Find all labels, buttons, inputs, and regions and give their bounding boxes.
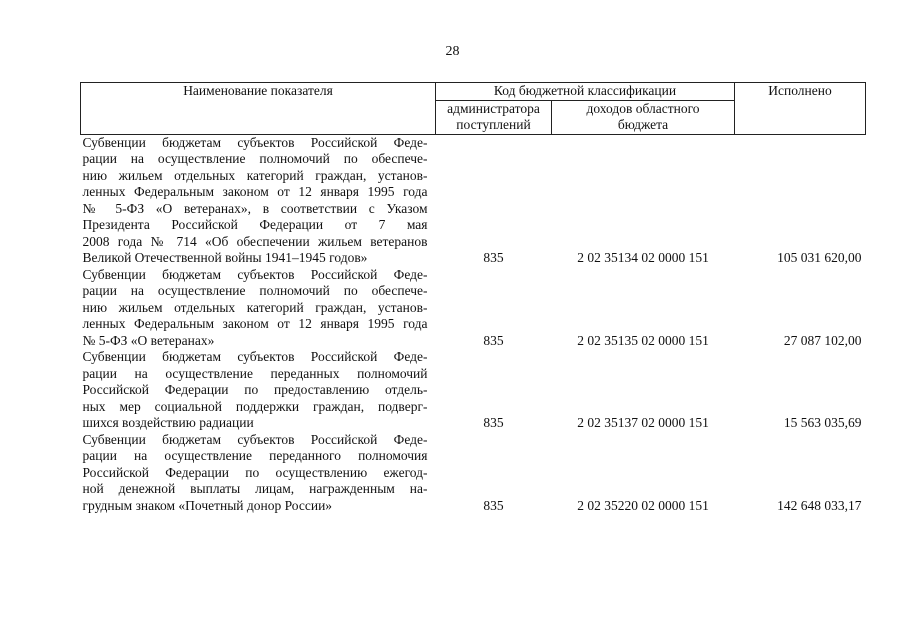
indicator-name-line: Президента Российской Федерации от 7 мая: [82, 217, 428, 232]
indicator-name-line: Субвенции бюджетам субъектов Российской Феде-: [82, 349, 428, 364]
administrator-code-cell: 835: [483, 250, 504, 265]
indicator-name-line: Субвенции бюджетам субъектов Российской Феде-: [82, 134, 428, 150]
administrator-code-cell: 835: [483, 497, 504, 513]
administrator-code-cell: 835: [483, 415, 504, 430]
indicator-name-line: нию жильем отдельных категорий граждан, установ-: [82, 167, 428, 183]
executed-amount-cell: 15 563 035,69: [783, 415, 862, 430]
header-code-group: Код бюджетной классификации: [436, 83, 735, 101]
table-body: [81, 134, 866, 514]
indicator-name-line: № 5-ФЗ «О ветеранах», в соответствии с Указом: [82, 200, 428, 216]
indicator-name-cell: [81, 267, 436, 350]
indicator-name-line: рации на осуществление переданного полномочия: [82, 448, 428, 463]
indicator-name-line: шихся воздействию радиации: [82, 415, 254, 430]
indicator-name-line: рации на осуществление полномочий по обеспече-: [82, 283, 428, 298]
table-header: [81, 83, 866, 135]
header-administrator-line: поступлений: [456, 117, 531, 132]
indicator-name-line: нию жильем отдельных категорий граждан, установ-: [82, 299, 428, 315]
table-row: [81, 349, 866, 432]
income-code-cell: 2 02 35134 02 0000 151: [577, 250, 709, 265]
indicator-name-line: Российской Федерации по предоставлению отдель-: [82, 382, 428, 397]
indicator-name-line: Российской Федерации по осуществлению ежегод-: [82, 464, 428, 480]
header-income-line: бюджета: [617, 117, 669, 132]
executed-amount-cell: 105 031 620,00: [777, 250, 862, 265]
header-executed: Исполнено: [735, 83, 866, 135]
header-administrator-line: администратора: [447, 100, 540, 116]
indicator-name-cell: [81, 134, 436, 267]
executed-amount-cell: 142 648 033,17: [777, 497, 862, 513]
page-number: 28: [445, 44, 460, 59]
indicator-name-line: ленных Федеральным законом от 12 января 1995 года: [82, 316, 428, 331]
indicator-name-line: № 5-ФЗ «О ветеранах»: [82, 332, 215, 348]
header-administrator: [436, 100, 552, 134]
executed-amount-cell: 27 087 102,00: [783, 332, 862, 348]
indicator-name-line: ной денежной выплаты лицам, награжденным на-: [82, 481, 428, 496]
table-row: [81, 432, 866, 515]
header-name: Наименование показателя: [81, 83, 436, 135]
indicator-name-cell: [81, 432, 436, 515]
administrator-code-cell: 835: [483, 332, 504, 348]
table-row: [81, 134, 866, 267]
indicator-name-line: Великой Отечественной войны 1941–1945 годов»: [82, 250, 368, 265]
table-row: [81, 267, 866, 350]
indicator-name-line: ных мер социальной поддержки граждан, подверг-: [82, 398, 428, 414]
income-code-cell: 2 02 35220 02 0000 151: [577, 497, 709, 513]
indicator-name-line: рации на осуществление переданных полномочий: [82, 365, 428, 381]
indicator-name-line: грудным знаком «Почетный донор России»: [82, 497, 333, 513]
budget-table: [80, 82, 866, 514]
indicator-name-line: Субвенции бюджетам субъектов Российской Феде-: [82, 266, 428, 282]
indicator-name-line: рации на осуществление полномочий по обеспече-: [82, 151, 428, 166]
indicator-name-line: 2008 года № 714 «Об обеспечении жильем ветеранов: [82, 233, 428, 249]
header-income: [552, 100, 735, 134]
indicator-name-line: ленных Федеральным законом от 12 января 1995 года: [82, 184, 428, 199]
income-code-cell: 2 02 35137 02 0000 151: [577, 415, 709, 430]
indicator-name-line: Субвенции бюджетам субъектов Российской Феде-: [82, 431, 428, 447]
indicator-name-cell: [81, 349, 436, 432]
income-code-cell: 2 02 35135 02 0000 151: [577, 332, 709, 348]
header-income-line: доходов областного: [586, 100, 700, 116]
